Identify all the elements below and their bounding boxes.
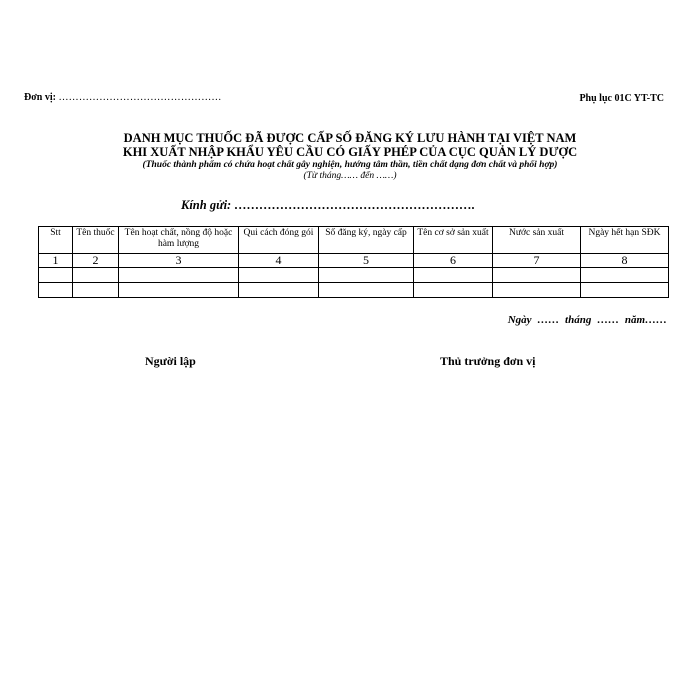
number-cell: 1 [39, 254, 73, 268]
empty-cell [319, 268, 414, 283]
number-cell: 6 [414, 254, 493, 268]
signature-head-of-unit: Thủ trưởng đơn vị [440, 354, 536, 368]
table-header-row [39, 227, 669, 254]
table-row [39, 283, 669, 298]
unit-dots: ………………………………………… [58, 92, 222, 103]
appendix-label: Phụ lục 01C YT-TC [579, 93, 664, 104]
header-cell-country: Nước sản xuất [493, 227, 581, 254]
header-cell-stt: Stt [39, 227, 73, 254]
unit-label: Đơn vị: [24, 92, 56, 103]
number-cell: 5 [319, 254, 414, 268]
empty-cell [581, 283, 669, 298]
title-line-1: DANH MỤC THUỐC ĐÃ ĐƯỢC CẤP SỐ ĐĂNG KÝ LƯU HÀNH TẠI VIỆT NAM [123, 131, 577, 145]
empty-cell [239, 268, 319, 283]
empty-cell [73, 268, 119, 283]
title-subtitle: (Thuốc thành phẩm có chứa hoạt chất gây nghiện, hướng tâm thần, tiền chất dạng đơn chất và phối hợp) [142, 160, 558, 170]
empty-cell [319, 283, 414, 298]
empty-cell [493, 268, 581, 283]
signature-preparer: Người lập [145, 354, 196, 368]
empty-cell [493, 283, 581, 298]
empty-cell [73, 283, 119, 298]
empty-cell [581, 268, 669, 283]
number-cell: 2 [73, 254, 119, 268]
header-cell-registration: Số đăng ký, ngày cấp [319, 227, 414, 254]
unit-line [24, 92, 222, 103]
number-cell: 4 [239, 254, 319, 268]
drug-list-table [38, 226, 669, 298]
number-cell: 8 [581, 254, 669, 268]
table-row [39, 268, 669, 283]
greeting-line: Kính gửi: …………………………………………………. [181, 198, 475, 212]
number-cell: 3 [119, 254, 239, 268]
header-cell-expiry: Ngày hết hạn SĐK [581, 227, 669, 254]
title-period: (Từ tháng…… đến ……) [303, 171, 397, 181]
number-cell: 7 [493, 254, 581, 268]
document-title-block [0, 131, 700, 182]
empty-cell [239, 283, 319, 298]
header-cell-active-ingredient: Tên hoạt chất, nồng độ hoặc hàm lượng [119, 227, 239, 254]
empty-cell [39, 268, 73, 283]
header-cell-manufacturer: Tên cơ sở sản xuất [414, 227, 493, 254]
table-number-row [39, 254, 669, 268]
empty-cell [119, 268, 239, 283]
empty-cell [414, 268, 493, 283]
date-line: Ngày …… tháng …… năm…… [507, 314, 667, 326]
empty-cell [39, 283, 73, 298]
header-cell-packaging: Qui cách đóng gói [239, 227, 319, 254]
title-line-2: KHI XUẤT NHẬP KHẨU YÊU CẦU CÓ GIẤY PHÉP CỦA CỤC QUẢN LÝ DƯỢC [122, 145, 578, 159]
empty-cell [119, 283, 239, 298]
empty-cell [414, 283, 493, 298]
header-cell-drug-name: Tên thuốc [73, 227, 119, 254]
